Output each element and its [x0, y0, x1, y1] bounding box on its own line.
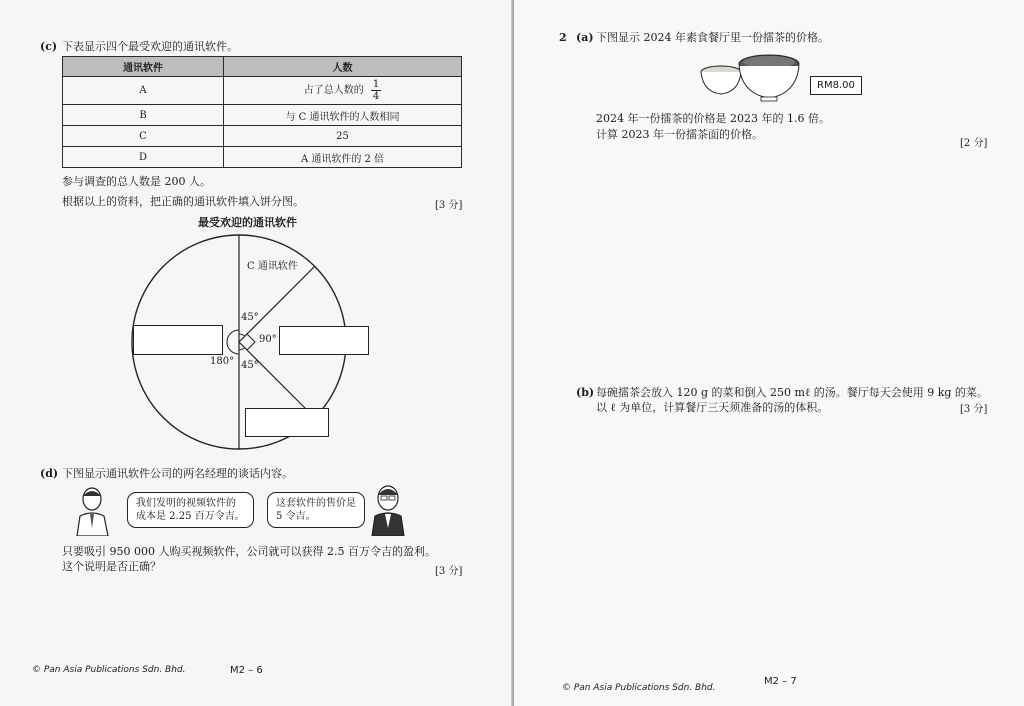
- table-row: [63, 147, 462, 168]
- marks-2b: [3 分]: [960, 404, 988, 415]
- table-cell-app: B: [63, 105, 224, 126]
- right-page: [514, 0, 1024, 706]
- question-2-number: 2: [559, 31, 567, 44]
- price-tag: RM8.00: [810, 76, 862, 95]
- pie-slice-c-label: C 通讯软件: [247, 261, 298, 272]
- table-header-app: 通讯软件: [63, 57, 224, 77]
- speech-bubble-right: [267, 492, 365, 528]
- table-row: [63, 105, 462, 126]
- angle-label-right: 90°: [259, 334, 277, 345]
- question-d-intro: 下图显示通讯软件公司的两名经理的谈话内容。: [62, 467, 293, 480]
- marks-2a: [2 分]: [960, 138, 988, 149]
- answer-box-bottom[interactable]: [245, 408, 329, 437]
- question-d-label: (d): [40, 467, 59, 480]
- angle-arc-180: [227, 330, 239, 354]
- table-cell-count: A 通讯软件的 2 倍: [224, 147, 462, 168]
- total-participants-text: 参与调查的总人数是 200 人。: [62, 175, 211, 188]
- angle-arc-45-bottom: [239, 348, 245, 350]
- table-cell-count: 与 C 通讯软件的人数相同: [224, 105, 462, 126]
- bubble-left-line2: 成本是 2.25 百万令吉。: [136, 511, 245, 522]
- bubble-left-line1: 我们发明的视频软件的: [136, 498, 236, 509]
- angle-label-top: 45°: [241, 312, 259, 323]
- pie-instruction-text: 根据以上的资料，把正确的通讯软件填入饼分图。: [62, 195, 304, 208]
- marks-c: [3 分]: [435, 200, 463, 211]
- pie-chart-title: 最受欢迎的通讯软件: [198, 216, 297, 229]
- right-angle-mark: [247, 334, 255, 350]
- marks-d: [3 分]: [435, 566, 463, 577]
- page-number-right: M2 – 7: [764, 676, 797, 687]
- question-2a-line1: 2024 年一份擂茶的价格是 2023 年的 1.6 倍。: [596, 112, 830, 125]
- table-cell-app: A: [63, 77, 224, 105]
- bubble-right-line1: 这套软件的售价是: [276, 498, 356, 509]
- angle-arc-45-top: [239, 334, 245, 336]
- footer-copyright-right: © Pan Asia Publications Sdn. Bhd.: [562, 683, 716, 693]
- speech-bubble-left: [127, 492, 254, 528]
- angle-label-left: 180°: [210, 356, 235, 367]
- footer-copyright-left: © Pan Asia Publications Sdn. Bhd.: [32, 665, 186, 675]
- fraction-numerator: 1: [372, 79, 380, 90]
- bubble-right-line2: 5 令吉。: [276, 511, 316, 522]
- manager-left-figure: [74, 486, 114, 536]
- question-2a-line2: 计算 2023 年一份擂茶面的价格。: [596, 128, 763, 141]
- page-number-left: M2 – 6: [230, 665, 263, 676]
- question-d-statement: 只要吸引 950 000 人购买视频软件，公司就可以获得 2.5 百万令吉的盈利。: [62, 545, 436, 558]
- question-c-intro: 下表显示四个最受欢迎的通讯软件。: [62, 40, 238, 53]
- answer-box-right[interactable]: [279, 326, 369, 355]
- messaging-apps-table: [62, 56, 462, 168]
- question-c-label: (c): [40, 40, 58, 53]
- question-2b-line2: 以 ℓ 为单位，计算餐厅三天须准备的汤的体积。: [596, 401, 829, 414]
- fraction-denominator: 4: [372, 91, 380, 102]
- question-d-question: 这个说明是否正确？: [62, 560, 161, 573]
- table-cell-app: D: [63, 147, 224, 168]
- lei-cha-bowls-image: [699, 52, 809, 104]
- question-2b-line1: 每碗擂茶会放入 120 g 的菜和倒入 250 mℓ 的汤。餐厅每天会使用 9 kg 的菜。: [596, 386, 988, 399]
- table-cell-count: [224, 77, 462, 105]
- question-2b-label: (b): [576, 386, 595, 399]
- count-prefix: 占了总人数的: [303, 85, 364, 96]
- table-cell-app: C: [63, 126, 224, 147]
- table-row: [63, 77, 462, 105]
- table-header-row: [63, 57, 462, 77]
- answer-box-left[interactable]: [133, 325, 223, 355]
- question-2a-label: (a): [576, 31, 594, 44]
- fraction: [371, 79, 381, 102]
- question-2a-intro: 下图显示 2024 年素食餐厅里一份擂茶的价格。: [596, 31, 829, 44]
- table-header-count: 人数: [224, 57, 462, 77]
- angle-label-bottom: 45°: [241, 360, 259, 371]
- table-cell-count: 25: [224, 126, 462, 147]
- manager-right-figure: [368, 484, 408, 536]
- table-row: [63, 126, 462, 147]
